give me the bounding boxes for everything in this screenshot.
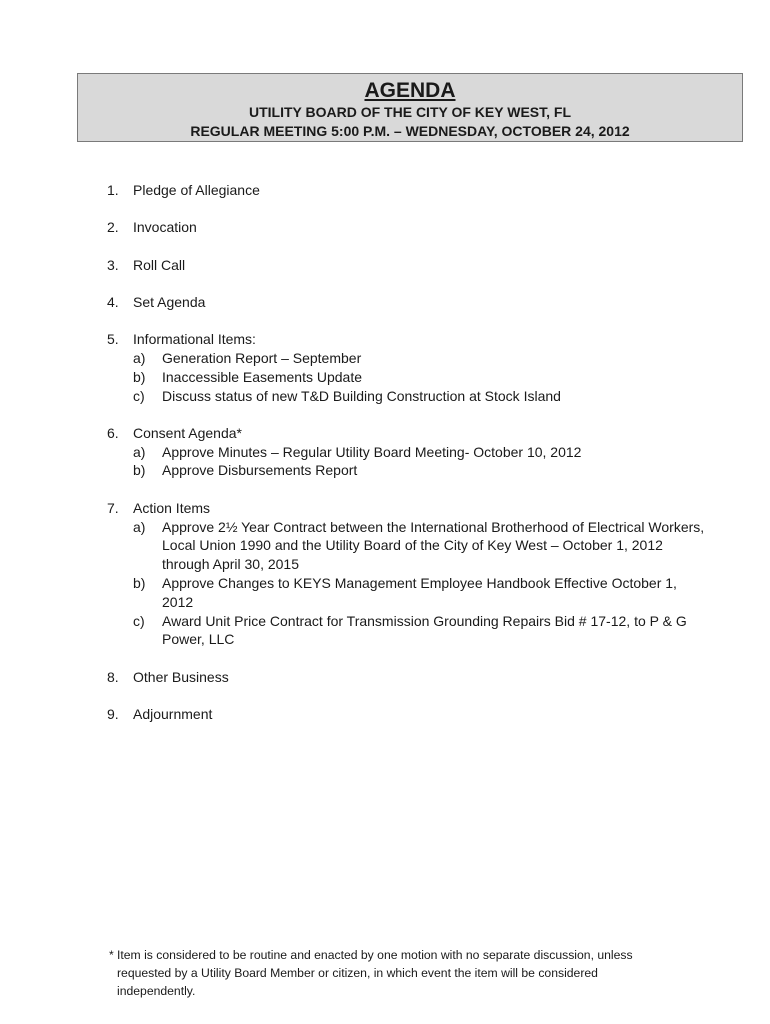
sub-letter: c) (133, 612, 145, 629)
footnote-marker: * (109, 948, 114, 962)
agenda-item-4 (107, 293, 707, 312)
agenda-item-8 (107, 668, 707, 687)
sub-item (133, 574, 707, 612)
agenda-item-9 (107, 705, 707, 724)
sub-letter: b) (133, 368, 146, 385)
item-text: Adjournment (133, 705, 213, 722)
item-number: 4. (107, 293, 119, 310)
consent-footnote (109, 946, 679, 1000)
sub-text: Approve Disbursements Report (162, 462, 358, 479)
sub-text: Inaccessible Easements Update (162, 368, 362, 385)
item-text: Consent Agenda* (133, 424, 242, 441)
item-text: Informational Items: (133, 331, 256, 348)
item-text: Roll Call (133, 256, 186, 273)
agenda-item-6 (107, 424, 707, 480)
agenda-item-2 (107, 218, 707, 237)
sub-letter: b) (133, 574, 146, 591)
item-text: Pledge of Allegiance (133, 182, 260, 198)
sub-text: Approve 2½ Year Contract between the International Brotherhood of Electrical Workers, Local Union 1990 and the Utility Board of the City of Key West – October 1, 2012 through April 30, 2015 (162, 518, 705, 573)
footnote-text: Item is considered to be routine and enacted by one motion with no separate discussion, unless requested by a Utility Board Member or citizen, in which event the item will be considered independently. (117, 948, 633, 998)
sub-item (133, 368, 707, 387)
sub-letter: b) (133, 462, 146, 479)
sub-item (133, 461, 707, 480)
sub-letter: a) (133, 443, 146, 460)
sub-text: Approve Minutes – Regular Utility Board Meeting- October 10, 2012 (162, 443, 582, 460)
sub-text: Generation Report – September (162, 349, 362, 366)
item-number: 9. (107, 705, 119, 722)
sub-item (133, 518, 707, 574)
agenda-item-1 (107, 181, 707, 200)
item-number: 2. (107, 219, 119, 236)
item-text: Action Items (133, 499, 211, 516)
sub-item (133, 349, 707, 368)
sub-letter: c) (133, 387, 145, 404)
sub-letter: a) (133, 518, 146, 535)
item-text: Other Business (133, 668, 229, 685)
sub-text: Discuss status of new T&D Building Construction at Stock Island (162, 387, 561, 404)
agenda-item-7 (107, 499, 707, 649)
item-number: 6. (107, 424, 119, 441)
item-text: Invocation (133, 219, 197, 236)
sub-item (133, 387, 707, 406)
board-name: UTILITY BOARD OF THE CITY OF KEY WEST, FL (248, 104, 571, 120)
item-number: 7. (107, 499, 119, 516)
item-number: 5. (107, 331, 119, 348)
item-number: 3. (107, 256, 119, 273)
item-text: Set Agenda (133, 293, 206, 310)
agenda-item-3 (107, 256, 707, 275)
agenda-item-5 (107, 330, 707, 405)
meeting-date: REGULAR MEETING 5:00 P.M. – WEDNESDAY, OCTOBER 24, 2012 (190, 123, 630, 139)
agenda-header (77, 73, 743, 142)
sub-text: Award Unit Price Contract for Transmission Grounding Repairs Bid # 17-12, to P & G Power, LLC (162, 612, 687, 648)
sub-item (133, 443, 707, 462)
item-number: 8. (107, 668, 119, 685)
agenda-title: AGENDA (364, 79, 456, 102)
sub-text: Approve Changes to KEYS Management Employee Handbook Effective October 1, 2012 (162, 574, 677, 610)
sub-item (133, 612, 707, 650)
sub-letter: a) (133, 349, 146, 366)
item-number: 1. (107, 182, 119, 198)
agenda-items (107, 181, 707, 742)
